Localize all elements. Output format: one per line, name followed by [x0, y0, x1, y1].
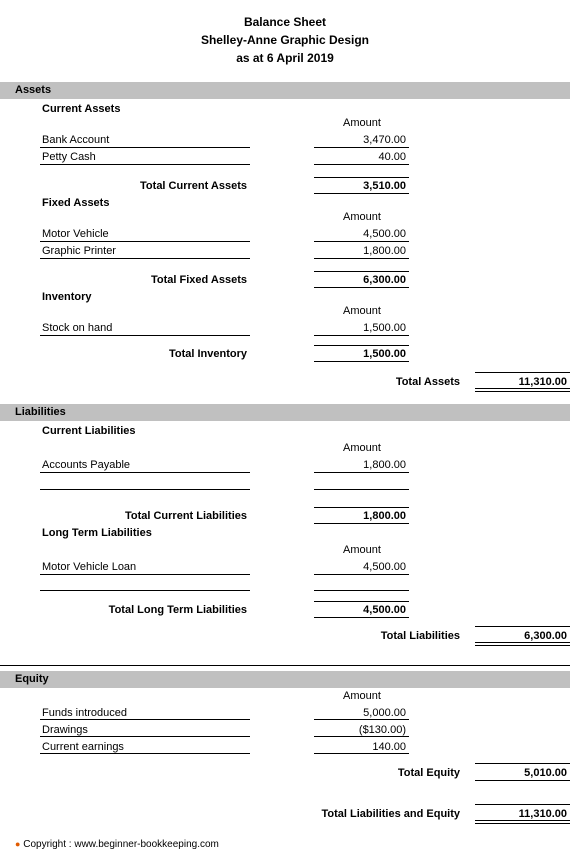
subtotal-label: Total Current Assets: [140, 180, 247, 192]
row-label: Bank Account: [42, 134, 110, 146]
row-underline: [40, 335, 250, 336]
total-liabilities-equity-value: 11,310.00: [518, 808, 567, 820]
fixed-assets-heading: Fixed Assets: [42, 197, 110, 209]
blank-amount-underline: [314, 590, 409, 591]
inventory-heading: Inventory: [42, 291, 92, 303]
subtotal-topline: [314, 271, 409, 272]
row-label: Accounts Payable: [42, 459, 131, 471]
subtotal-topline: [314, 507, 409, 508]
row-amount: 3,470.00: [363, 134, 406, 146]
amount-underline: [314, 147, 409, 148]
total-assets-label: Total Assets: [395, 376, 460, 388]
equity-separator-line: [0, 665, 570, 666]
amount-underline: [314, 258, 409, 259]
row-amount: 1,800.00: [363, 459, 406, 471]
equity-section-label: Equity: [15, 673, 49, 685]
subtotal-underline: [314, 523, 409, 524]
row-label: Graphic Printer: [42, 245, 116, 257]
total-assets-value: 11,310.00: [518, 376, 567, 388]
subtotal-value: 6,300.00: [363, 274, 406, 286]
amount-underline: [314, 574, 409, 575]
subtotal-value: 1,500.00: [363, 348, 406, 360]
subtotal-underline: [314, 193, 409, 194]
row-amount: 4,500.00: [363, 228, 406, 240]
total-liabilities-double-underline: [475, 642, 570, 646]
sheet-date: as at 6 April 2019: [236, 51, 334, 65]
amount-underline: [314, 472, 409, 473]
subtotal-underline: [314, 361, 409, 362]
amount-underline: [314, 241, 409, 242]
sheet-title: Balance Sheet: [243, 15, 327, 29]
amount-header: Amount: [343, 544, 381, 556]
amount-header: Amount: [343, 690, 381, 702]
equity-section-band: [0, 671, 570, 688]
amount-underline: [314, 335, 409, 336]
blank-amount-underline: [314, 489, 409, 490]
amount-underline: [314, 164, 409, 165]
current-liabilities-heading: Current Liabilities: [42, 425, 136, 437]
row-label: Petty Cash: [42, 151, 96, 163]
total-liabilities-equity-topline: [475, 804, 570, 805]
subtotal-label: Total Current Liabilities: [124, 510, 247, 522]
subtotal-underline: [314, 287, 409, 288]
total-equity-label: Total Equity: [397, 767, 460, 779]
total-equity-value: 5,010.00: [524, 767, 567, 779]
row-underline: [40, 147, 250, 148]
row-label: Funds introduced: [42, 707, 127, 719]
row-underline: [40, 258, 250, 259]
row-label: Motor Vehicle: [42, 228, 109, 240]
company-name: Shelley-Anne Graphic Design: [200, 33, 370, 47]
subtotal-value: 4,500.00: [363, 604, 406, 616]
long-term-liabilities-heading: Long Term Liabilities: [42, 527, 152, 539]
copyright-footer: [15, 839, 219, 850]
subtotal-label: Total Long Term Liabilities: [108, 604, 247, 616]
blank-row-underline: [40, 590, 250, 591]
subtotal-label: Total Inventory: [168, 348, 247, 360]
row-underline: [40, 241, 250, 242]
row-label: Current earnings: [42, 741, 124, 753]
row-amount: 1,500.00: [363, 322, 406, 334]
total-liabilities-value: 6,300.00: [524, 630, 567, 642]
row-amount: 140.00: [372, 741, 406, 753]
liabilities-section-band: [0, 404, 570, 421]
amount-header: Amount: [343, 442, 381, 454]
subtotal-topline: [314, 177, 409, 178]
amount-header: Amount: [343, 117, 381, 129]
row-amount: 40.00: [378, 151, 406, 163]
copyright-icon: ●: [15, 839, 21, 849]
total-assets-double-underline: [475, 388, 570, 392]
subtotal-topline: [314, 345, 409, 346]
row-underline: [40, 736, 250, 737]
row-underline: [40, 574, 250, 575]
amount-header: Amount: [343, 305, 381, 317]
row-amount: 4,500.00: [363, 561, 406, 573]
total-assets-topline: [475, 372, 570, 373]
assets-section-label: Assets: [15, 84, 52, 96]
subtotal-label: Total Fixed Assets: [151, 274, 247, 286]
subtotal-topline: [314, 601, 409, 602]
total-liabilities-label: Total Liabilities: [380, 630, 460, 642]
total-liabilities-equity-double-underline: [475, 820, 570, 824]
row-underline: [40, 753, 250, 754]
blank-row-underline: [40, 489, 250, 490]
amount-header: Amount: [343, 211, 381, 223]
amount-underline: [314, 719, 409, 720]
subtotal-value: 3,510.00: [363, 180, 406, 192]
total-liabilities-topline: [475, 626, 570, 627]
total-equity-topline: [475, 763, 570, 764]
row-label: Drawings: [42, 724, 88, 736]
total-liabilities-equity-label: Total Liabilities and Equity: [321, 808, 460, 820]
total-equity-underline: [475, 780, 570, 781]
row-label: Stock on hand: [42, 322, 113, 334]
assets-section-band: [0, 82, 570, 99]
subtotal-value: 1,800.00: [363, 510, 406, 522]
amount-underline: [314, 736, 409, 737]
copyright-text: Copyright : www.beginner-bookkeeping.com: [23, 839, 219, 850]
row-underline: [40, 164, 250, 165]
row-underline: [40, 719, 250, 720]
row-amount: ($130.00): [358, 724, 406, 736]
row-amount: 1,800.00: [363, 245, 406, 257]
row-amount: 5,000.00: [363, 707, 406, 719]
current-assets-heading: Current Assets: [42, 103, 121, 115]
subtotal-underline: [314, 617, 409, 618]
liabilities-section-label: Liabilities: [15, 406, 66, 418]
amount-underline: [314, 753, 409, 754]
row-underline: [40, 472, 250, 473]
row-label: Motor Vehicle Loan: [42, 561, 137, 573]
